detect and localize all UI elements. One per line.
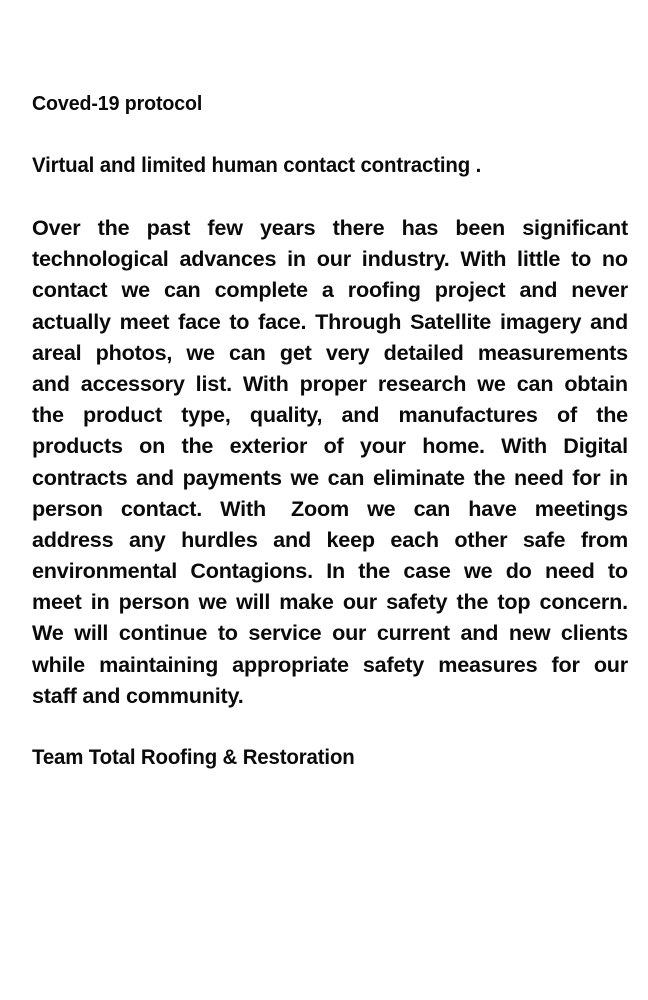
body-word: technological [32,246,169,272]
body-word: photos, [95,339,173,365]
body-word: the [97,215,130,240]
body-word: environmental [32,558,177,584]
body-word: home. [422,433,485,459]
heading-spacer [32,119,628,150]
body-word: industry. [361,246,450,272]
document-subheading: Virtual and limited human contact contracting . [32,153,482,177]
body-word: With [501,433,547,459]
body-word: current [376,620,450,646]
body-word: hurdles [181,526,258,552]
body-word: and [519,277,558,303]
body-word: in [90,589,110,615]
document-text-column [32,88,628,773]
body-word: from [580,526,628,552]
body-line [32,337,628,368]
body-word: exterior [229,433,308,459]
body-word: top [497,589,531,615]
body-word: safety [386,589,448,615]
body-word: can [163,277,201,303]
body-word: areal [32,339,82,365]
body-line [32,462,628,493]
body-word: safe [522,526,566,552]
body-word: we [198,589,227,615]
body-word: meet [119,308,170,334]
body-word: need [513,464,564,490]
body-word: can [229,339,266,365]
body-word: In [326,558,345,584]
body-word: Zoom [291,495,349,521]
body-word: have [468,495,517,521]
body-word: advances [179,246,277,272]
body-word: contact. [120,495,203,521]
body-word: proper [299,370,367,396]
body-word: actually [32,308,111,334]
body-word: product [83,402,162,428]
body-word: person [32,495,103,521]
body-word: products [32,433,123,459]
body-word: there [332,215,385,240]
body-word: for [572,464,601,490]
body-word: has [401,215,439,240]
body-word: case [403,558,451,584]
subheading-spacer [32,181,628,212]
body-word: complete [214,277,308,303]
body-word: imagery [499,308,582,334]
body-spacer [32,711,628,742]
body-word: we [477,370,506,396]
body-word: any [128,526,166,552]
body-word: few [207,215,243,240]
body-word: little [517,246,561,272]
body-line [32,555,628,586]
body-word: never [571,277,628,303]
body-word: on [139,433,166,459]
body-word: of [323,433,344,459]
body-word: research [377,370,467,396]
body-word: meet [32,589,82,615]
document-signature: Team Total Roofing & Restoration [32,745,355,769]
body-word: of [556,402,577,428]
body-word: obtain [564,370,628,396]
body-word: to [217,620,238,646]
body-word: each [390,526,439,552]
body-word: we [367,495,396,521]
body-word: Digital [563,433,628,459]
body-word: past [146,215,191,240]
body-line [32,493,628,524]
body-word: measures [438,651,538,677]
body-word: our [593,651,628,677]
body-word: for [551,651,580,677]
body-word: the [358,558,391,584]
body-word: Through [315,308,402,334]
body-word: need [544,558,595,584]
body-word: service [248,620,322,646]
body-word: new [508,620,551,646]
body-word: face [178,308,221,334]
body-word: we [290,464,319,490]
body-line [32,212,628,243]
body-word: the [32,402,64,428]
body-word: person [118,589,190,615]
body-word: your [359,433,406,459]
body-word: We [32,620,64,646]
body-word: contact [32,277,108,303]
body-word: and [136,464,174,490]
body-word: Contagions. [190,558,313,584]
body-word: manufactures [398,402,538,428]
body-line [32,368,628,399]
body-word: and [273,526,311,552]
body-word: quality, [249,402,323,428]
body-word: get [279,339,312,365]
body-word: and [341,402,380,428]
body-word: concern. [539,589,628,615]
body-word: will [236,589,271,615]
body-word: to [607,558,628,584]
body-word: contracts [32,464,128,490]
document-heading: Coved-19 protocol [32,92,203,115]
body-word: can [413,495,451,521]
body-line [32,524,628,555]
body-word: do [505,558,532,584]
body-word: significant [522,215,628,240]
body-word: in [609,464,628,490]
body-word: face. [258,308,307,334]
body-word: and [32,370,70,396]
body-word: the [181,433,214,459]
body-word: our [342,589,377,615]
body-word: roofing [347,277,421,303]
body-line [32,430,628,461]
body-word: type, [181,402,231,428]
body-line [32,306,628,337]
body-word: the [596,402,628,428]
body-word: in [287,246,306,272]
body-word: a [321,277,334,303]
body-word: Satellite [410,308,492,334]
body-word: to [229,308,250,334]
body-word: the [456,589,489,615]
body-line [32,399,628,430]
document-body-paragraph [32,212,628,711]
body-word: With [242,370,289,396]
body-word: accessory [80,370,185,396]
body-word: our [316,246,351,272]
body-word: With [220,495,266,521]
body-word: no [601,246,628,272]
body-word: appropriate [232,651,349,677]
body-word: eliminate [372,464,465,490]
body-word: meetings [534,495,628,521]
body-word: clients [560,620,628,646]
body-word: and [590,308,628,334]
body-line [32,649,628,680]
body-word: list. [195,370,232,396]
body-word: while [32,651,85,677]
body-word: our [332,620,367,646]
body-word: address [32,526,114,552]
body-line [32,243,628,274]
body-word: the [473,464,506,490]
body-word: measurements [477,339,628,365]
body-word: and [460,620,499,646]
body-word: keep [326,526,375,552]
body-word: can [327,464,365,490]
body-word: we [121,277,150,303]
body-word: we [463,558,493,584]
body-word: With [460,246,507,272]
body-line [32,617,628,648]
body-word: can [516,370,554,396]
body-word: been [455,215,506,240]
body-word: safety [362,651,425,677]
body-word: detailed [383,339,464,365]
body-line [32,274,628,305]
body-word: maintaining [99,651,219,677]
body-line [32,586,628,617]
body-word: continue [118,620,208,646]
body-word: years [259,215,316,240]
body-word: will [74,620,109,646]
body-line: staff and community. [32,682,244,708]
body-word: we [186,339,215,365]
body-word: to [571,246,592,272]
body-word: project [434,277,506,303]
body-word: payments [182,464,282,490]
body-word: very [325,339,370,365]
body-word: other [454,526,508,552]
body-word: make [279,589,334,615]
body-word: Over [32,215,81,240]
